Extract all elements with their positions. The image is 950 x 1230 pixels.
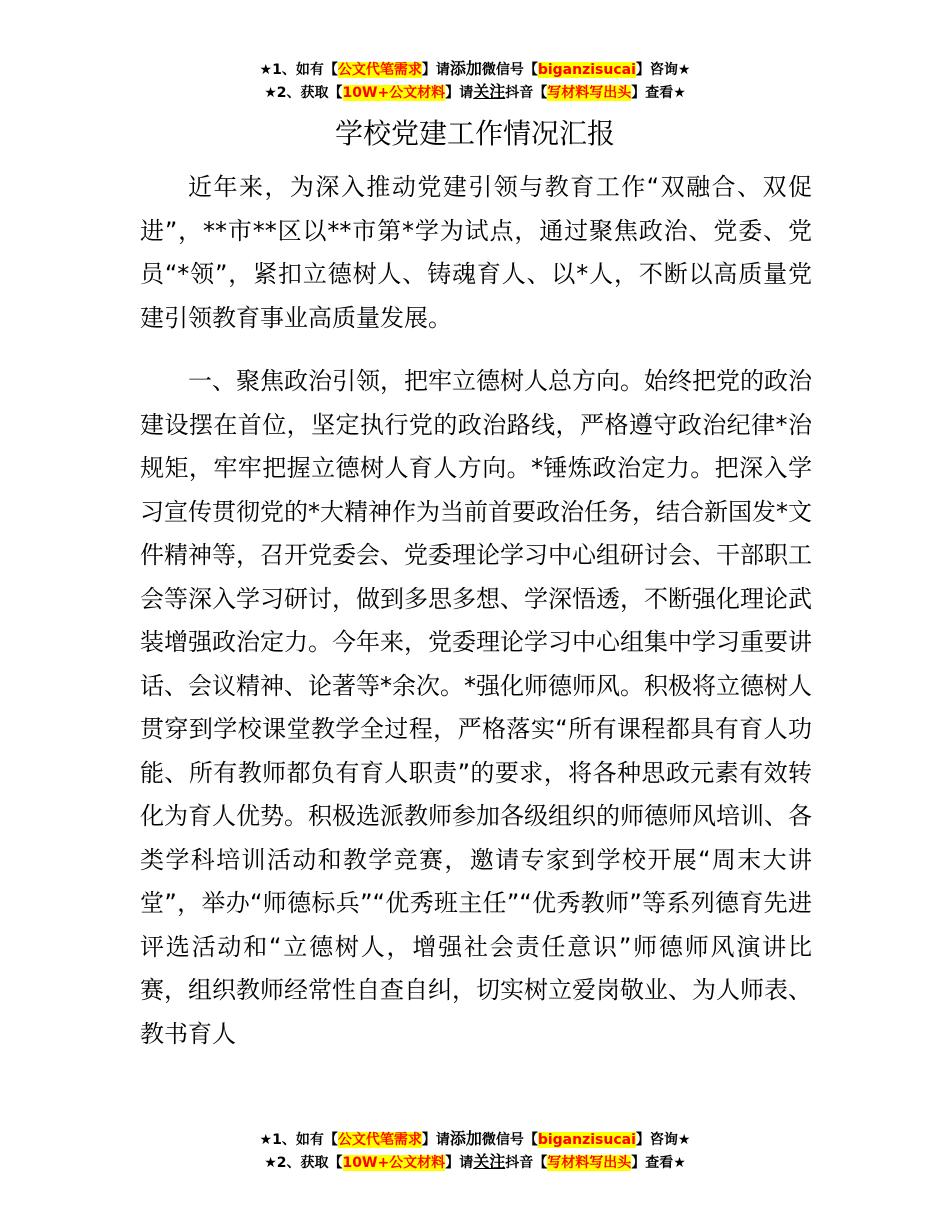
ad-line-1-highlight-service: 公文代笔需求 xyxy=(337,62,422,78)
footer-ad-line-1-bracket2-open: 【 xyxy=(523,1132,538,1148)
ad-line-2-follow: 关注 xyxy=(473,82,506,101)
ad-line-1-bracket-open: 【 xyxy=(323,62,338,78)
ad-line-2-bracket2-open: 【 xyxy=(533,85,548,101)
footer-ad-line-2-bracket2-close: 】 xyxy=(631,1155,646,1171)
footer-ad-line-1-prefix: ★1、如有 xyxy=(259,1132,324,1148)
footer-ad-line-1-bracket2-close: 】 xyxy=(635,1132,650,1148)
ad-line-2-douyin: 抖音 xyxy=(505,85,534,101)
footer-ad-line-1-bracket-open: 【 xyxy=(323,1132,338,1148)
ad-line-2-highlight-materials: 10W+公文材料 xyxy=(342,85,446,101)
header-ad-banner xyxy=(0,58,950,104)
footer-ad-line-2-bracket2-open: 【 xyxy=(533,1155,548,1171)
ad-line-2-highlight-account: 写材料写出头 xyxy=(547,85,632,101)
footer-ad-line-1-add: 添加 xyxy=(449,1129,482,1148)
footer-ad-banner xyxy=(0,1128,950,1174)
footer-ad-line-1-qing: 请 xyxy=(435,1132,450,1148)
footer-ad-line-1-highlight-service: 公文代笔需求 xyxy=(337,1132,422,1148)
footer-ad-line-2-qing: 请 xyxy=(459,1155,474,1171)
document-body xyxy=(140,166,812,1056)
footer-ad-line-2-highlight-materials: 10W+公文材料 xyxy=(342,1155,446,1171)
footer-ad-line-1-wechat: 微信号 xyxy=(481,1132,524,1148)
ad-line-2-bracket-close: 】 xyxy=(445,85,460,101)
footer-ad-line-2-bracket-close: 】 xyxy=(445,1155,460,1171)
ad-line-2-bracket2-close: 】 xyxy=(631,85,646,101)
ad-line-1 xyxy=(0,58,950,81)
ad-line-2-suffix: 查看★ xyxy=(645,85,686,101)
ad-line-1-highlight-wechat-id: biganzisucai xyxy=(537,62,636,78)
footer-ad-line-2-douyin: 抖音 xyxy=(505,1155,534,1171)
ad-line-1-bracket-close: 】 xyxy=(421,62,436,78)
ad-line-1-prefix: ★1、如有 xyxy=(259,62,324,78)
footer-ad-line-2-suffix: 查看★ xyxy=(645,1155,686,1171)
ad-line-2-bracket-open: 【 xyxy=(328,85,343,101)
footer-ad-line-1-highlight-wechat-id: biganzisucai xyxy=(537,1132,636,1148)
document-title: 学校党建工作情况汇报 xyxy=(334,117,615,150)
ad-line-1-qing: 请 xyxy=(435,62,450,78)
ad-line-1-bracket2-open: 【 xyxy=(523,62,538,78)
ad-line-2-qing: 请 xyxy=(459,85,474,101)
footer-ad-line-1-suffix: 咨询★ xyxy=(649,1132,691,1148)
footer-ad-line-2-prefix: ★2、获取 xyxy=(264,1155,329,1171)
paragraph-intro: 近年来，为深入推动党建引领与教育工作“双融合、双促进”，**市**区以**市第*学为试点，通过聚焦政治、党委、党员“*领”，紧扣立德树人、铸魂育人、以*人，不断以高质量党建引领教育事业高质量发展。 xyxy=(140,173,812,332)
ad-line-1-suffix: 咨询★ xyxy=(649,62,691,78)
ad-line-2 xyxy=(0,81,950,104)
ad-line-2-prefix: ★2、获取 xyxy=(264,85,329,101)
ad-line-1-add: 添加 xyxy=(449,59,482,78)
footer-ad-line-2-bracket-open: 【 xyxy=(328,1155,343,1171)
footer-ad-line-2-highlight-account: 写材料写出头 xyxy=(547,1155,632,1171)
footer-ad-line-2-follow: 关注 xyxy=(473,1152,506,1171)
ad-line-1-wechat: 微信号 xyxy=(481,62,524,78)
ad-line-1-bracket2-close: 】 xyxy=(635,62,650,78)
footer-ad-line-2 xyxy=(0,1151,950,1174)
paragraph-section-1: 一、聚焦政治引领，把牢立德树人总方向。始终把党的政治建设摆在首位，坚定执行党的政治路线，严格遵守政治纪律*治规矩，牢牢把握立德树人育人方向。*锤炼政治定力。把深入学习宣传贯彻党的*大精神作为当前首要政治任务，结合新国发*文件精神等，召开党委会、党委理论学习中心组研讨会、干部职工会等深入学习研讨，做到多思多想、学深悟透，不断强化理论武装增强政治定力。今年来，党委理论学习中心组集中学习重要讲话、会议精神、论著等*余次。*强化师德师风。积极将立德树人贯穿到学校课堂教学全过程，严格落实“所有课程都具有育人功能、所有教师都负有育人职责”的要求，将各种思政元素有效转化为育人优势。积极选派教师参加各级组织的师德师风培训、各类学科培训活动和教学竞赛，邀请专家到学校开展“周末大讲堂”，举办“师德标兵”“优秀班主任”“优秀教师”等系列德育先进评选活动和“立德树人，增强社会责任意识”师德师风演讲比赛，组织教师经常性自查自纠，切实树立爱岗敬业、为人师表、教书育人 xyxy=(140,367,812,1048)
footer-ad-line-1-bracket-close: 】 xyxy=(421,1132,436,1148)
footer-ad-line-1 xyxy=(0,1128,950,1151)
